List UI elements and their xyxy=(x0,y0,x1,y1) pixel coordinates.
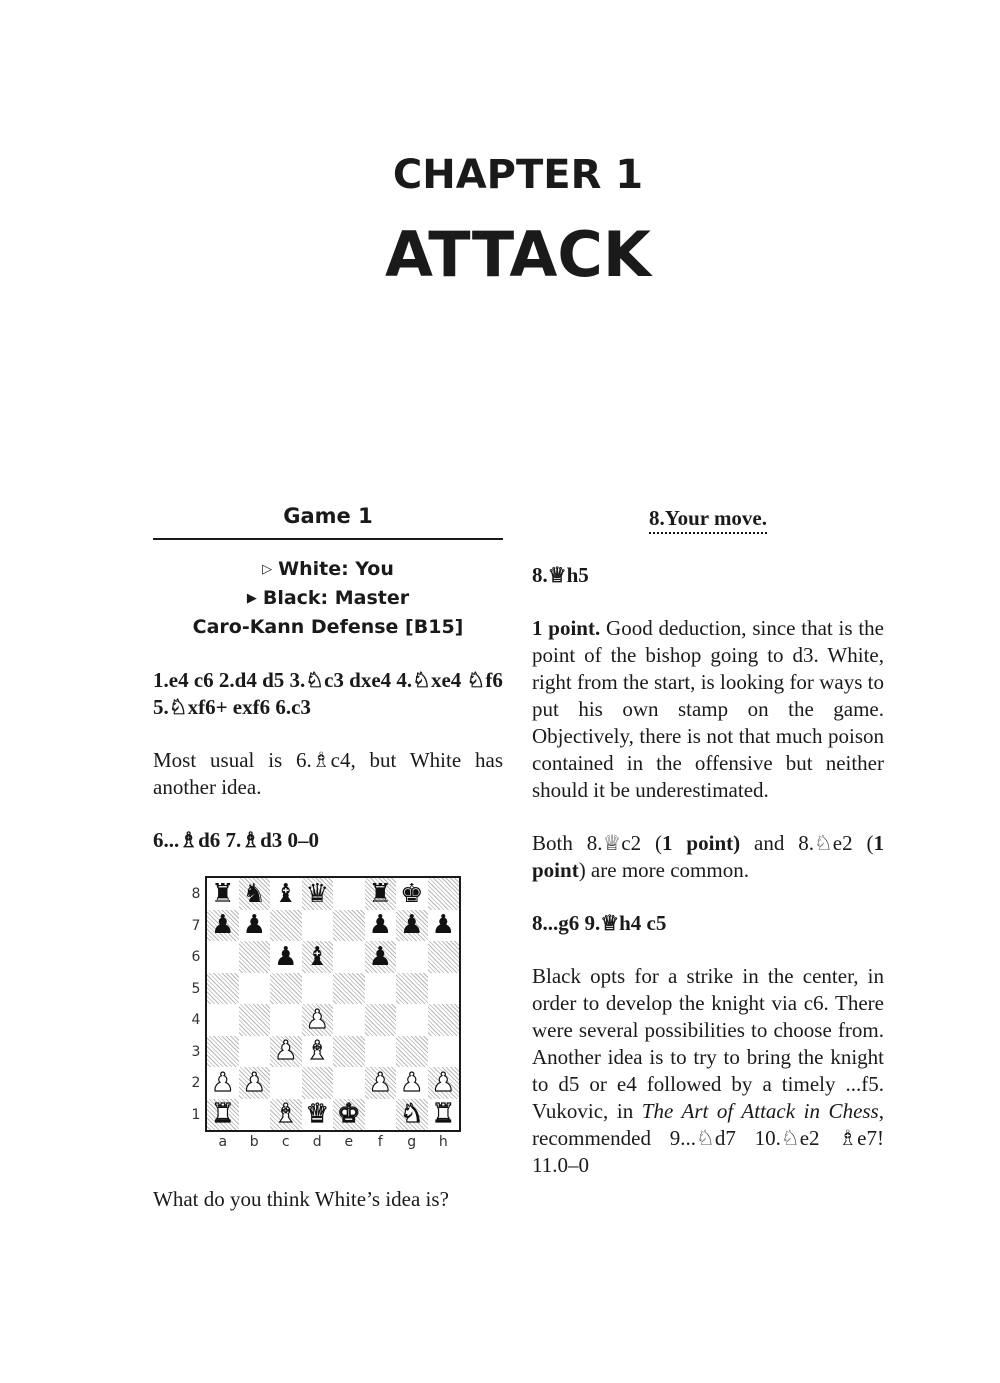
board-square-g8 xyxy=(396,878,428,910)
black-pawn-icon: ♟ xyxy=(274,941,298,972)
board-square-h1 xyxy=(428,1099,460,1131)
white-pawn-icon: ♟ xyxy=(211,1067,235,1098)
black-pawn-icon: ♟ xyxy=(400,910,424,941)
question-text: What do you think White’s idea is? xyxy=(153,1187,449,1211)
board-square-f5 xyxy=(365,973,397,1005)
file-label: a xyxy=(218,1134,228,1150)
opening-name: Caro-Kann Defense [B15] xyxy=(192,616,464,638)
black-rook-icon: ♜ xyxy=(368,878,392,909)
board-square-a8 xyxy=(207,878,239,910)
paragraph-text: and 8.♘e2 ( xyxy=(740,831,874,855)
black-bishop-icon: ♝ xyxy=(274,878,298,909)
points-paragraph-1 xyxy=(532,615,884,804)
board-square-d6 xyxy=(302,941,334,973)
points-paragraph-2 xyxy=(532,830,884,884)
point-label: 1 point. xyxy=(532,616,601,640)
black-king-icon: ♚ xyxy=(400,878,424,909)
board-square-f8 xyxy=(365,878,397,910)
file-label: f xyxy=(377,1134,383,1150)
board-square-a2 xyxy=(207,1067,239,1099)
file-label: g xyxy=(407,1134,417,1150)
moves-6-7: 6...♗d6 7.♗d3 0–0 xyxy=(153,828,320,852)
white-pawn-icon: ♟ xyxy=(368,1067,392,1098)
white-rook-icon: ♜ xyxy=(211,1099,235,1130)
file-label: b xyxy=(249,1134,259,1150)
board-square-a4 xyxy=(207,1004,239,1036)
commentary-paragraph: Most usual is 6.♗c4, but White has another idea. xyxy=(153,748,503,799)
board-square-d3 xyxy=(302,1036,334,1068)
board-square-e6 xyxy=(333,941,365,973)
white-player: White: You xyxy=(278,558,394,580)
board-square-g5 xyxy=(396,973,428,1005)
point-label: 1 point xyxy=(532,831,885,882)
rank-label: 1 xyxy=(191,1106,201,1123)
chapter-number: CHAPTER 1 xyxy=(392,152,644,198)
white-knight-icon: ♞ xyxy=(400,1099,424,1130)
board-square-f1 xyxy=(365,1099,397,1131)
black-player: Black: Master xyxy=(262,587,410,609)
game-players xyxy=(153,556,503,641)
board-square-d5 xyxy=(302,973,334,1005)
black-triangle-icon: ▶ xyxy=(246,591,257,606)
board-square-e2 xyxy=(333,1067,365,1099)
board-square-g1 xyxy=(396,1099,428,1131)
paragraph-text: Good deduction, since that is the point of the bishop going to d3. White, right from the start, is looking for ways to put his own stamp on the game. Objectively, there is not that much poison contained in the offensive but neither should it be underestimated. xyxy=(532,616,885,802)
board-square-a1 xyxy=(207,1099,239,1131)
board-square-h4 xyxy=(428,1004,460,1036)
board-square-g2 xyxy=(396,1067,428,1099)
file-label: d xyxy=(312,1134,322,1150)
board-square-c4 xyxy=(270,1004,302,1036)
white-queen-icon: ♛ xyxy=(305,1099,329,1130)
black-bishop-icon: ♝ xyxy=(305,941,329,972)
white-pawn-icon: ♟ xyxy=(400,1067,424,1098)
black-pawn-icon: ♟ xyxy=(431,910,455,941)
white-player-line xyxy=(153,556,503,585)
board-square-c5 xyxy=(270,973,302,1005)
white-bishop-icon: ♝ xyxy=(305,1036,329,1067)
black-player-line xyxy=(153,585,503,614)
board-square-e8 xyxy=(333,878,365,910)
chess-diagram xyxy=(153,876,503,1180)
book-title: The Art of Attack in Chess xyxy=(641,1099,879,1123)
board-square-e3 xyxy=(333,1036,365,1068)
paragraph-text: Black opts for a strike in the center, in order to develop the knight via c6. There were several possibilities to choose from. Another idea is to try to bring the knight to d5 or e4 followed by a timely ...f5. Vukovic, in xyxy=(532,964,884,1123)
white-triangle-icon: ▷ xyxy=(262,562,273,577)
board-square-f6 xyxy=(365,941,397,973)
board-square-b6 xyxy=(239,941,271,973)
move-8: 8.♕h5 xyxy=(532,563,589,587)
board-square-b3 xyxy=(239,1036,271,1068)
white-pawn-icon: ♟ xyxy=(274,1036,298,1067)
board-square-h5 xyxy=(428,973,460,1005)
board-square-g6 xyxy=(396,941,428,973)
black-pawn-icon: ♟ xyxy=(211,910,235,941)
moves-8-9: 8...g6 9.♕h4 c5 xyxy=(532,911,667,935)
your-move-heading xyxy=(532,500,884,536)
board-square-b2 xyxy=(239,1067,271,1099)
black-knight-icon: ♞ xyxy=(242,878,266,909)
white-pawn-icon: ♟ xyxy=(242,1067,266,1098)
board-square-h7 xyxy=(428,910,460,942)
black-rook-icon: ♜ xyxy=(211,878,235,909)
board-square-c6 xyxy=(270,941,302,973)
rank-label: 3 xyxy=(191,1043,201,1060)
board-square-d4 xyxy=(302,1004,334,1036)
board-square-d1 xyxy=(302,1099,334,1131)
board-square-e5 xyxy=(333,973,365,1005)
point-label: 1 point) xyxy=(662,831,741,855)
board-square-g3 xyxy=(396,1036,428,1068)
board-square-c2 xyxy=(270,1067,302,1099)
paragraph-text: Both 8.♕c2 ( xyxy=(532,831,663,855)
commentary-paragraph-3 xyxy=(532,963,884,1179)
board-square-a6 xyxy=(207,941,239,973)
right-column xyxy=(532,500,884,1179)
paragraph-text: ) are more common. xyxy=(578,858,749,882)
file-label: c xyxy=(281,1134,290,1150)
black-queen-icon: ♛ xyxy=(305,878,329,909)
board-square-h8 xyxy=(428,878,460,910)
board-square-b1 xyxy=(239,1099,271,1131)
rank-label: 4 xyxy=(191,1012,201,1028)
board-square-h3 xyxy=(428,1036,460,1068)
board-square-d7 xyxy=(302,910,334,942)
rank-label: 7 xyxy=(191,917,201,934)
board-square-f4 xyxy=(365,1004,397,1036)
white-king-icon: ♚ xyxy=(337,1099,361,1130)
black-pawn-icon: ♟ xyxy=(368,910,392,941)
left-column xyxy=(153,500,503,1213)
white-pawn-icon: ♟ xyxy=(431,1067,455,1098)
board-square-c3 xyxy=(270,1036,302,1068)
board-square-c7 xyxy=(270,910,302,942)
board-square-c1 xyxy=(270,1099,302,1131)
board-square-b4 xyxy=(239,1004,271,1036)
white-pawn-icon: ♟ xyxy=(305,1004,329,1035)
board-square-g7 xyxy=(396,910,428,942)
board-square-b5 xyxy=(239,973,271,1005)
file-label: h xyxy=(438,1134,448,1150)
board-square-f2 xyxy=(365,1067,397,1099)
rank-label: 2 xyxy=(191,1075,201,1091)
board-square-d8 xyxy=(302,878,334,910)
chess-board xyxy=(205,876,461,1132)
rank-label: 5 xyxy=(191,980,201,997)
board-square-b7 xyxy=(239,910,271,942)
game-heading: Game 1 xyxy=(153,500,503,540)
board-square-g4 xyxy=(396,1004,428,1036)
rank-label: 6 xyxy=(191,949,201,965)
board-square-c8 xyxy=(270,878,302,910)
board-square-d2 xyxy=(302,1067,334,1099)
board-square-h6 xyxy=(428,941,460,973)
board-square-b8 xyxy=(239,878,271,910)
board-square-f7 xyxy=(365,910,397,942)
white-bishop-icon: ♝ xyxy=(274,1099,298,1130)
board-square-f3 xyxy=(365,1036,397,1068)
file-label: e xyxy=(344,1134,354,1150)
chapter-title: ATTACK xyxy=(385,218,651,291)
rank-label: 8 xyxy=(191,886,201,902)
board-square-h2 xyxy=(428,1067,460,1099)
black-pawn-icon: ♟ xyxy=(368,941,392,972)
paragraph-text: , recommended 9...♘d7 10.♘e2 ♗e7! 11.0–0 xyxy=(532,1099,884,1177)
board-square-a7 xyxy=(207,910,239,942)
board-square-e7 xyxy=(333,910,365,942)
board-square-e1 xyxy=(333,1099,365,1131)
board-square-a5 xyxy=(207,973,239,1005)
board-square-e4 xyxy=(333,1004,365,1036)
opening-moves: 1.e4 c6 2.d4 d5 3.♘c3 dxe4 4.♘xe4 ♘f6 5.♘xf6+ exf6 6.c3 xyxy=(153,668,503,719)
black-pawn-icon: ♟ xyxy=(242,910,266,941)
your-move-label: 8.Your move. xyxy=(649,506,767,534)
white-rook-icon: ♜ xyxy=(431,1099,455,1130)
board-square-a3 xyxy=(207,1036,239,1068)
